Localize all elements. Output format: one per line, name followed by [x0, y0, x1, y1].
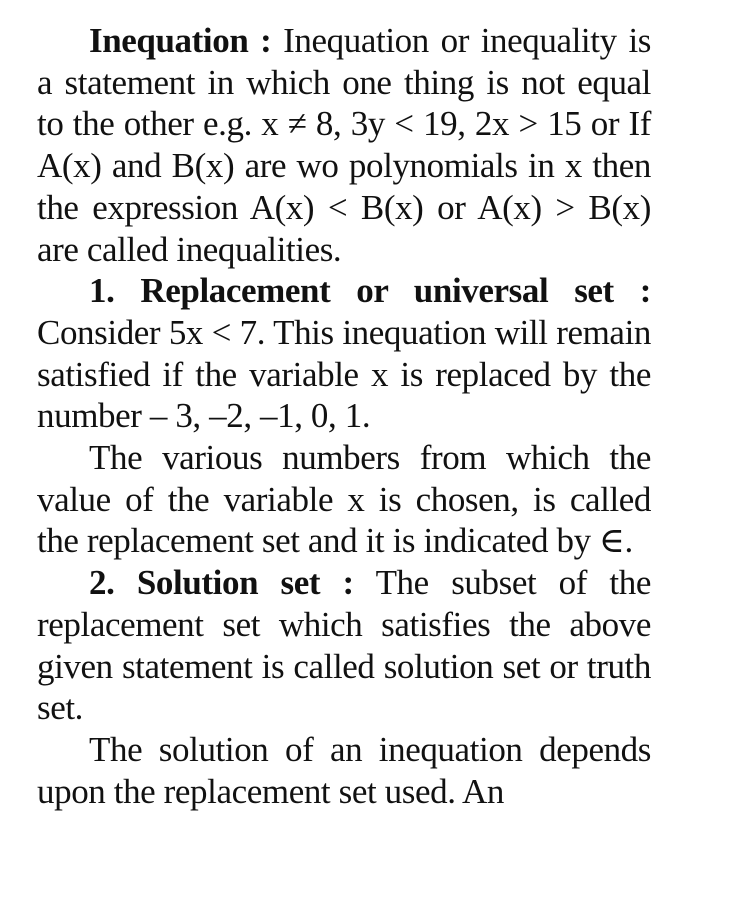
paragraph-text: The various numbers from which the value of the variable x is chosen, is called the replacement set and it is indicated by ∈.: [37, 438, 651, 561]
paragraph-inequation-definition: [37, 20, 651, 270]
paragraph-solution-set: [37, 562, 651, 729]
paragraph-text: Consider 5x < 7. This inequation will remain satisfied if the variable x is replaced by the number – 3, –2, –1, 0, 1.: [37, 312, 651, 436]
body-text: [37, 20, 651, 812]
paragraph-replacement-set-explanation: [37, 437, 651, 562]
heading-inequation: Inequation :: [89, 21, 272, 60]
paragraph-text: Inequation or inequality is a statement in which one thing is not equal to the other e.g. x ≠ 8, 3y < 19, 2x > 15 or If A(x) and B(x) are wo polynomials in x then the expression A(x) < B(x) or A(x) > B(x) are called inequalities.: [37, 21, 651, 269]
paragraph-replacement-set: [37, 270, 651, 437]
paragraph-text: The subset of the replacement set which satisfies the above given statement is called solution set or truth set.: [37, 563, 651, 728]
heading-solution-set: 2. Solution set :: [89, 563, 354, 603]
paragraph-text: The solution of an inequation depends upon the replacement set used. An: [37, 729, 651, 811]
heading-replacement-set: 1. Replacement or universal set :: [89, 271, 651, 311]
paragraph-solution-dependency: [37, 729, 651, 812]
